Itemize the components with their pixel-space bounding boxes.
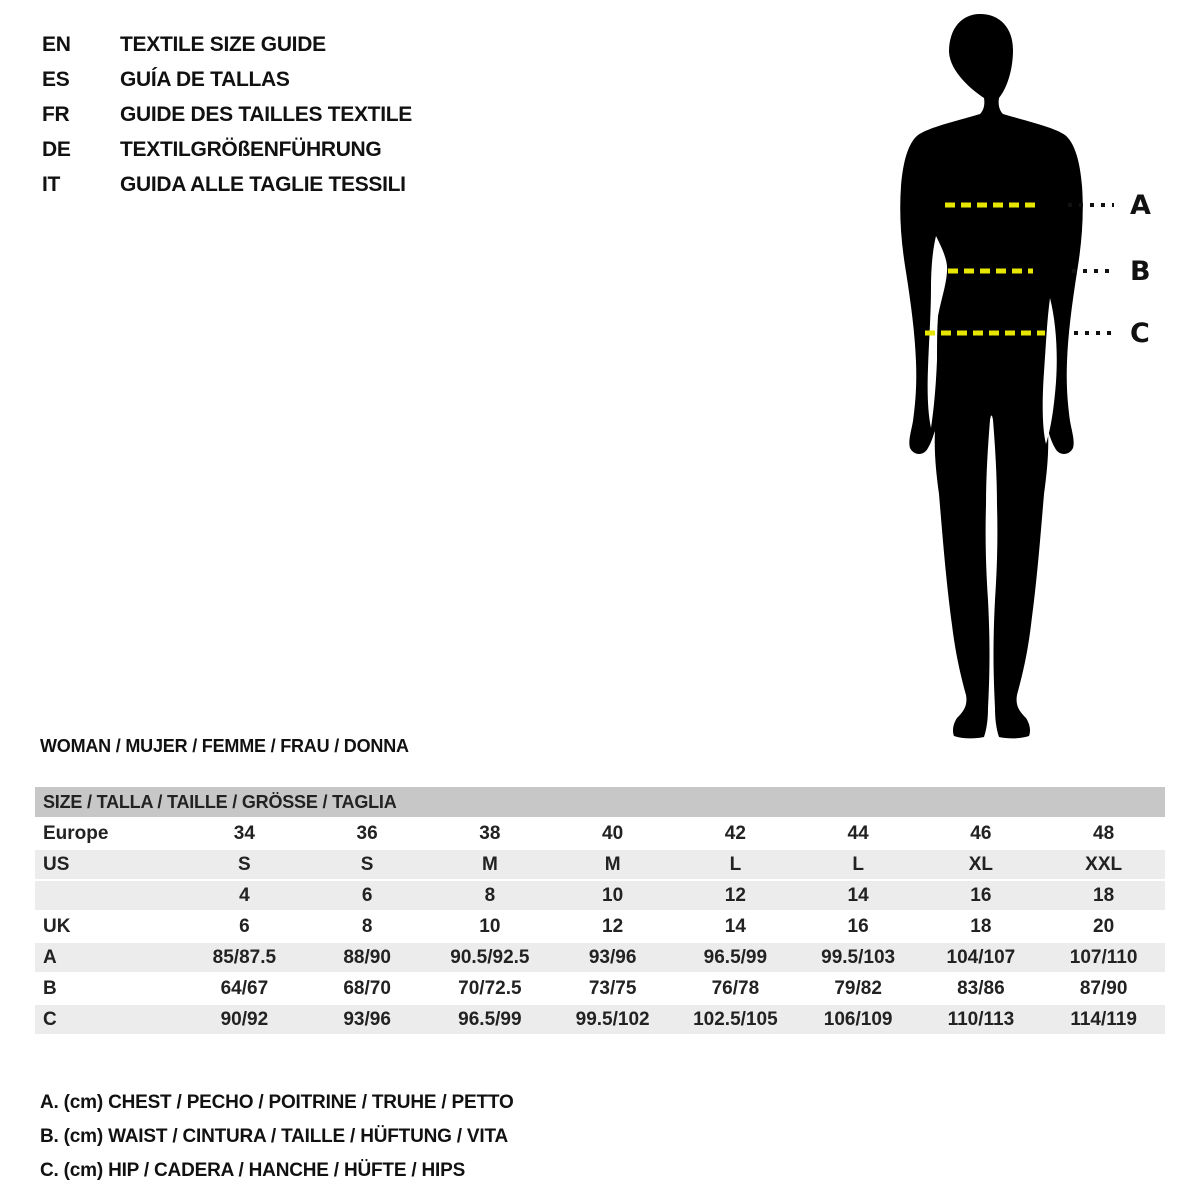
size-cell: 36	[356, 822, 378, 844]
size-table-body	[35, 819, 1165, 1034]
size-cell: 20	[1093, 915, 1115, 937]
size-cell: 102.5/105	[674, 1005, 797, 1034]
size-cell: 10	[551, 881, 674, 910]
size-cell: 88/90	[306, 943, 429, 972]
size-cell: S	[183, 850, 306, 879]
row-label	[35, 881, 183, 910]
size-cell: L	[797, 850, 920, 879]
size-cell: 46	[970, 822, 992, 844]
size-table-header: SIZE / TALLA / TAILLE / GRÖSSE / TAGLIA	[35, 787, 1165, 817]
size-cell: 12	[674, 881, 797, 910]
language-code: ES	[42, 67, 70, 91]
size-cell: 42	[724, 822, 746, 844]
size-cell: 68/70	[343, 977, 391, 999]
size-cell: 34	[233, 822, 255, 844]
language-code: FR	[42, 102, 70, 126]
language-code: IT	[42, 172, 61, 196]
size-cell: 70/72.5	[458, 977, 522, 999]
table-row	[35, 943, 1165, 972]
row-label: C	[35, 1005, 183, 1034]
size-cell: 44	[847, 822, 869, 844]
size-cell: 38	[479, 822, 501, 844]
size-cell: 110/113	[920, 1005, 1043, 1034]
size-cell: 4	[183, 881, 306, 910]
hip-marker-label: C	[1130, 318, 1150, 349]
section-title: WOMAN / MUJER / FEMME / FRAU / DONNA	[40, 736, 409, 756]
table-row	[35, 1005, 1165, 1034]
size-cell: 99.5/102	[551, 1005, 674, 1034]
size-cell: 18	[970, 915, 992, 937]
size-cell: 96.5/99	[674, 943, 797, 972]
size-cell: 83/86	[957, 977, 1005, 999]
size-cell: 14	[724, 915, 746, 937]
size-cell: M	[551, 850, 674, 879]
size-cell: 16	[920, 881, 1043, 910]
size-cell: 6	[306, 881, 429, 910]
size-cell: 14	[797, 881, 920, 910]
language-label: GUIDA ALLE TAGLIE TESSILI	[120, 172, 406, 196]
table-row	[35, 819, 1165, 848]
size-cell: 10	[479, 915, 501, 937]
size-cell: 76/78	[711, 977, 760, 999]
size-cell: 48	[1093, 822, 1115, 844]
row-label: US	[35, 850, 183, 879]
legend-line: A. (cm) CHEST / PECHO / POITRINE / TRUHE / PETTO	[40, 1092, 514, 1113]
size-cell: 79/82	[834, 977, 882, 999]
size-cell: 16	[847, 915, 869, 937]
size-cell: 12	[602, 915, 624, 937]
size-cell: 6	[239, 915, 250, 937]
size-cell: 87/90	[1079, 977, 1128, 999]
size-cell: XL	[920, 850, 1043, 879]
language-label: TEXTILGRÖßENFÜHRUNG	[120, 137, 382, 161]
size-cell: 104/107	[920, 943, 1043, 972]
row-label: B	[43, 977, 57, 999]
table-row	[35, 850, 1165, 879]
language-label: TEXTILE SIZE GUIDE	[120, 32, 326, 56]
size-cell: S	[306, 850, 429, 879]
waist-marker-label: B	[1130, 256, 1151, 287]
size-cell: 8	[361, 915, 373, 937]
language-label: GUÍA DE TALLAS	[120, 67, 290, 91]
row-label: Europe	[43, 822, 109, 844]
language-code: DE	[42, 137, 71, 161]
size-table	[35, 787, 1165, 1036]
size-cell: 40	[602, 822, 624, 844]
size-cell: 93/96	[306, 1005, 429, 1034]
size-cell: 107/110	[1042, 943, 1165, 972]
row-label: UK	[43, 915, 71, 937]
language-code: EN	[42, 32, 71, 56]
table-row	[35, 974, 1165, 1003]
size-cell: 99.5/103	[797, 943, 920, 972]
size-cell: 18	[1042, 881, 1165, 910]
size-cell: 96.5/99	[429, 1005, 552, 1034]
size-cell: 73/75	[588, 977, 637, 999]
table-row	[35, 912, 1165, 941]
size-cell: L	[674, 850, 797, 879]
language-label: GUIDE DES TAILLES TEXTILE	[120, 102, 412, 126]
table-row	[35, 881, 1165, 910]
size-cell: 114/119	[1042, 1005, 1165, 1034]
size-cell: 90.5/92.5	[429, 943, 552, 972]
size-cell: M	[429, 850, 552, 879]
size-cell: XXL	[1042, 850, 1165, 879]
size-cell: 85/87.5	[183, 943, 306, 972]
legend	[40, 1086, 514, 1188]
row-label: A	[35, 943, 183, 972]
size-cell: 106/109	[797, 1005, 920, 1034]
chest-marker-label: A	[1130, 190, 1151, 221]
size-cell: 8	[429, 881, 552, 910]
legend-line: B. (cm) WAIST / CINTURA / TAILLE / HÜFTUNG / VITA	[40, 1126, 508, 1147]
size-cell: 90/92	[183, 1005, 306, 1034]
legend-line: C. (cm) HIP / CADERA / HANCHE / HÜFTE / HIPS	[40, 1160, 466, 1181]
size-table-grid	[35, 817, 1165, 1036]
size-cell: 64/67	[220, 977, 269, 999]
size-cell: 93/96	[551, 943, 674, 972]
